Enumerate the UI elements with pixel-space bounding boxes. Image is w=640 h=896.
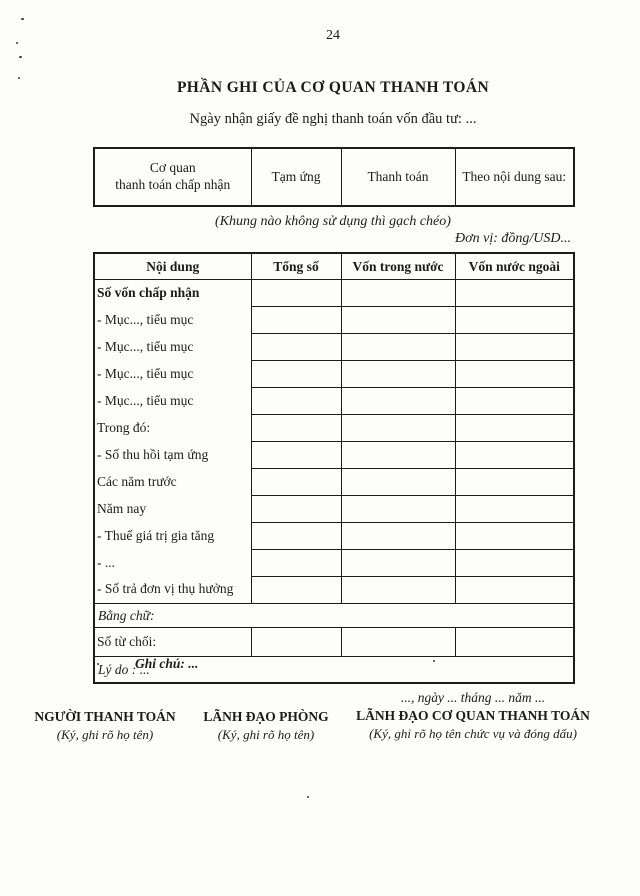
table-row <box>94 280 574 307</box>
row-label-text: - Mục..., tiểu mục <box>97 392 194 408</box>
value-cell <box>341 550 455 577</box>
value-cell <box>341 523 455 550</box>
value-cell <box>455 415 574 442</box>
value-cell <box>341 307 455 334</box>
value-cell <box>251 523 341 550</box>
table-row <box>94 577 574 604</box>
signature-instruction: (Ký, ghi rõ họ tên) <box>56 727 154 742</box>
signature-instruction: (Ký, ghi rõ họ tên chức vụ và đóng dấu) <box>369 726 577 741</box>
value-cell <box>455 628 574 657</box>
row-label-text: Năm nay <box>97 500 147 516</box>
value-cell <box>341 496 455 523</box>
value-cell <box>341 415 455 442</box>
table-row <box>94 334 574 361</box>
scan-speck <box>21 18 24 20</box>
row-label <box>94 388 251 415</box>
row-label-text: - Số trả đơn vị thụ hưởng <box>97 581 234 597</box>
row-label-text: - Số thu hồi tạm ứng <box>97 446 209 462</box>
row-label-text: - Thuế giá trị gia tăng <box>97 527 215 543</box>
value-cell <box>341 577 455 604</box>
row-label-text: - Mục..., tiểu mục <box>97 338 194 354</box>
row-label-text: - Mục..., tiểu mục <box>97 311 194 327</box>
row-label <box>94 523 251 550</box>
row-label <box>94 334 251 361</box>
row-label <box>94 307 251 334</box>
signature-block-lanh-dao-phong <box>196 709 336 743</box>
row-label-text: Số vốn chấp nhận <box>97 284 200 300</box>
value-cell <box>455 307 574 334</box>
value-cell <box>455 280 574 307</box>
row-label-text: - Mục..., tiểu mục <box>97 365 194 381</box>
value-cell <box>455 334 574 361</box>
row-label-text: Trong đó: <box>97 419 151 435</box>
value-cell <box>251 307 341 334</box>
value-cell <box>455 496 574 523</box>
value-cell <box>251 280 341 307</box>
page-number: 24 <box>326 28 340 43</box>
value-cell <box>455 523 574 550</box>
currency-unit-note: Đơn vị: đồng/USD... <box>455 231 571 246</box>
bang-chu-row <box>94 604 574 628</box>
value-cell <box>455 577 574 604</box>
scan-speck <box>16 42 18 44</box>
table-row <box>94 361 574 388</box>
acceptance-agency-line1: Cơ quan <box>149 160 196 176</box>
row-label <box>94 361 251 388</box>
value-cell <box>251 388 341 415</box>
table-row <box>94 442 574 469</box>
so-tu-choi-row <box>94 628 574 657</box>
row-label-text: Các năm trước <box>97 473 177 489</box>
value-cell <box>341 442 455 469</box>
value-cell <box>341 469 455 496</box>
header-noi-dung: Nội dung <box>94 253 251 280</box>
value-cell <box>455 550 574 577</box>
value-cell <box>251 361 341 388</box>
scan-speck <box>19 56 22 58</box>
table-row <box>94 523 574 550</box>
ghi-chu-note: Ghi chú: ... <box>135 656 199 671</box>
value-cell <box>251 496 341 523</box>
header-von-nuoc-ngoai: Vốn nước ngoài <box>455 253 574 280</box>
table-row <box>94 469 574 496</box>
value-cell <box>251 577 341 604</box>
signature-title: LÃNH ĐẠO CƠ QUAN THANH TOÁN <box>356 708 590 723</box>
so-tu-choi-label: Số từ chối: <box>94 628 251 657</box>
main-breakdown-table <box>93 252 575 684</box>
date-placeholder-line: ..., ngày ... tháng ... năm ... <box>400 690 546 705</box>
ly-do-cell: Lý do : ... <box>94 657 574 684</box>
row-label <box>94 496 251 523</box>
date-received-line: Ngày nhận giấy đề nghị thanh toán vốn đầu tư: ... <box>189 111 477 127</box>
value-cell <box>341 361 455 388</box>
value-cell <box>455 361 574 388</box>
document-title: PHẦN GHI CỦA CƠ QUAN THANH TOÁN <box>176 79 490 96</box>
table-row <box>94 496 574 523</box>
row-label <box>94 280 251 307</box>
signature-block-lanh-dao-co-quan <box>345 690 601 742</box>
bang-chu-cell: Bằng chữ: <box>94 604 574 628</box>
scan-speck <box>18 77 20 79</box>
signature-block-nguoi-thanh-toan <box>15 709 195 743</box>
value-cell <box>251 442 341 469</box>
scan-speck <box>307 796 309 798</box>
signature-instruction: (Ký, ghi rõ họ tên) <box>217 727 315 742</box>
value-cell <box>251 628 341 657</box>
row-label <box>94 469 251 496</box>
signature-title: NGƯỜI THANH TOÁN <box>34 709 176 724</box>
header-tong-so: Tổng số <box>251 253 341 280</box>
acceptance-cell-payment: Thanh toán <box>341 148 455 206</box>
value-cell <box>341 628 455 657</box>
row-label <box>94 577 251 604</box>
row-label <box>94 550 251 577</box>
value-cell <box>251 550 341 577</box>
table-row <box>94 388 574 415</box>
main-table-header-row <box>94 253 574 280</box>
row-label <box>94 415 251 442</box>
value-cell <box>251 334 341 361</box>
acceptance-agency-line2: thanh toán chấp nhận <box>115 177 231 192</box>
acceptance-table-row <box>94 148 574 206</box>
acceptance-cell-advance: Tạm ứng <box>251 148 341 206</box>
table-row <box>94 550 574 577</box>
value-cell <box>455 469 574 496</box>
value-cell <box>455 442 574 469</box>
value-cell <box>341 280 455 307</box>
signature-title: LÃNH ĐẠO PHÒNG <box>203 709 329 724</box>
acceptance-table <box>93 147 575 207</box>
value-cell <box>251 469 341 496</box>
table-row <box>94 415 574 442</box>
value-cell <box>251 415 341 442</box>
value-cell <box>341 334 455 361</box>
table-row <box>94 307 574 334</box>
acceptance-cell-content: Theo nội dung sau: <box>455 148 574 206</box>
acceptance-cell-agency <box>94 148 251 206</box>
value-cell <box>341 388 455 415</box>
row-label-text: - ... <box>97 554 115 570</box>
value-cell <box>455 388 574 415</box>
row-label <box>94 442 251 469</box>
crossout-note: (Khung nào không sử dụng thì gạch chéo) <box>215 214 451 229</box>
header-von-trong-nuoc: Vốn trong nước <box>341 253 455 280</box>
